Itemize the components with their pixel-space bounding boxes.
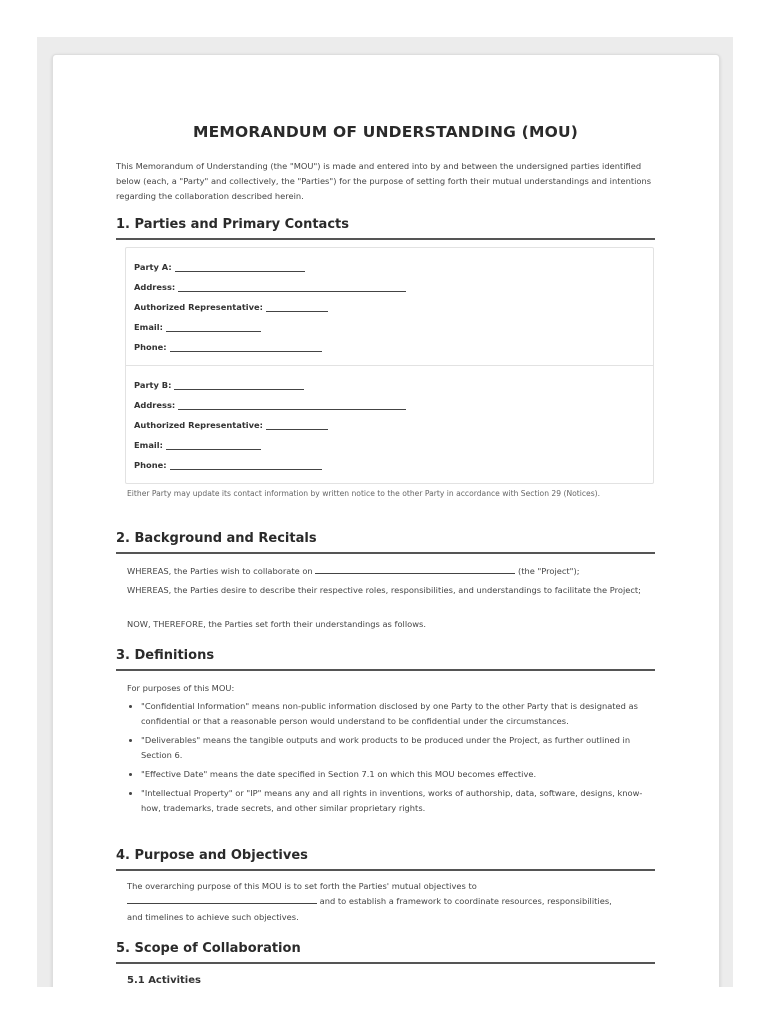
party-b-address-blank[interactable] — [178, 399, 406, 410]
field-label: Email: — [134, 322, 163, 332]
document-page — [52, 54, 720, 987]
purpose-line-2-text: and to establish a framework to coordinate resources, responsibilities, — [319, 896, 612, 906]
party-b-address-field — [134, 399, 406, 413]
section-2-heading: 2. Background and Recitals — [116, 531, 655, 554]
party-a-address-blank[interactable] — [178, 281, 406, 292]
field-label: Address: — [134, 400, 176, 410]
party-b-rep-blank[interactable] — [266, 419, 328, 430]
field-label: Phone: — [134, 342, 167, 352]
party-a-address-field — [134, 281, 406, 295]
whereas-1 — [127, 563, 655, 579]
party-b-email-blank[interactable] — [166, 439, 261, 450]
party-a-rep-blank[interactable] — [266, 301, 328, 312]
purpose-line-3: and timelines to achieve such objectives. — [127, 912, 299, 922]
definitions-lead: For purposes of this MOU: — [127, 683, 235, 693]
party-a-name-field — [134, 261, 305, 275]
party-b-rep-field — [134, 419, 328, 433]
party-a-rep-field — [134, 301, 328, 315]
whereas-2: WHEREAS, the Parties desire to describe their respective roles, responsibilities, and understandings to facilitate the Project; — [127, 585, 641, 595]
document-viewport[interactable] — [37, 37, 733, 987]
contact-update-note: Either Party may update its contact information by written notice to the other Party in accordance with Section 29 (Notices). — [127, 489, 601, 498]
field-label: Phone: — [134, 460, 167, 470]
whereas-1-text: WHEREAS, the Parties wish to collaborate on — [127, 566, 313, 576]
list-item: • "Intellectual Property" or "IP" means any and all rights in inventions, works of authorship, data, software, designs, know-how, trademarks, trade secrets, and other similar proprietary rights. — [141, 786, 659, 816]
party-b-email-field — [134, 439, 261, 453]
list-item: • "Effective Date" means the date specified in Section 7.1 on which this MOU becomes effective. — [141, 767, 659, 782]
party-b-phone-field — [134, 459, 322, 473]
field-label: Email: — [134, 440, 163, 450]
party-a-phone-field — [134, 341, 322, 355]
purpose-line-2 — [127, 893, 655, 909]
purpose-line-1: The overarching purpose of this MOU is to set forth the Parties' mutual objectives to — [127, 881, 477, 891]
section-4-heading: 4. Purpose and Objectives — [116, 848, 655, 871]
party-a-block — [126, 248, 653, 365]
list-item: • "Deliverables" means the tangible outputs and work products to be produced under the Project, as further outlined in Section 6. — [141, 733, 659, 763]
now-therefore: NOW, THEREFORE, the Parties set forth their understandings as follows. — [127, 619, 426, 629]
field-label: Party A: — [134, 262, 172, 272]
party-b-name-blank[interactable] — [174, 379, 304, 390]
project-blank[interactable] — [315, 564, 515, 574]
party-b-phone-blank[interactable] — [170, 459, 322, 470]
field-label: Authorized Representative: — [134, 420, 263, 430]
field-label: Authorized Representative: — [134, 302, 263, 312]
party-b-block — [126, 365, 653, 483]
intro-paragraph: This Memorandum of Understanding (the "MOU") is made and entered into by and between the undersigned parties identified below (each, a "Party" and collectively, the "Parties") for the purpose of setting forth their mutual understandings and intentions regarding the collaboration described herein. — [116, 161, 652, 201]
definitions-list — [127, 699, 659, 820]
party-a-email-field — [134, 321, 261, 335]
section-1-heading: 1. Parties and Primary Contacts — [116, 217, 655, 240]
objectives-blank[interactable] — [127, 894, 317, 904]
field-label: Address: — [134, 282, 176, 292]
subsection-5-1-heading: 5.1 Activities — [127, 975, 201, 986]
party-a-name-blank[interactable] — [175, 261, 305, 272]
section-5-heading: 5. Scope of Collaboration — [116, 941, 655, 964]
list-item: • "Confidential Information" means non-public information disclosed by one Party to the other Party that is designated as confidential or that a reasonable person would understand to be confidential under the circumstances. — [141, 699, 659, 729]
field-label: Party B: — [134, 380, 172, 390]
party-b-name-field — [134, 379, 304, 393]
whereas-1-suffix: (the "Project"); — [517, 566, 580, 576]
party-a-email-blank[interactable] — [166, 321, 261, 332]
document-title: MEMORANDUM OF UNDERSTANDING (MOU) — [192, 123, 579, 141]
party-a-phone-blank[interactable] — [170, 341, 322, 352]
section-3-heading: 3. Definitions — [116, 648, 655, 671]
parties-box — [125, 247, 654, 484]
